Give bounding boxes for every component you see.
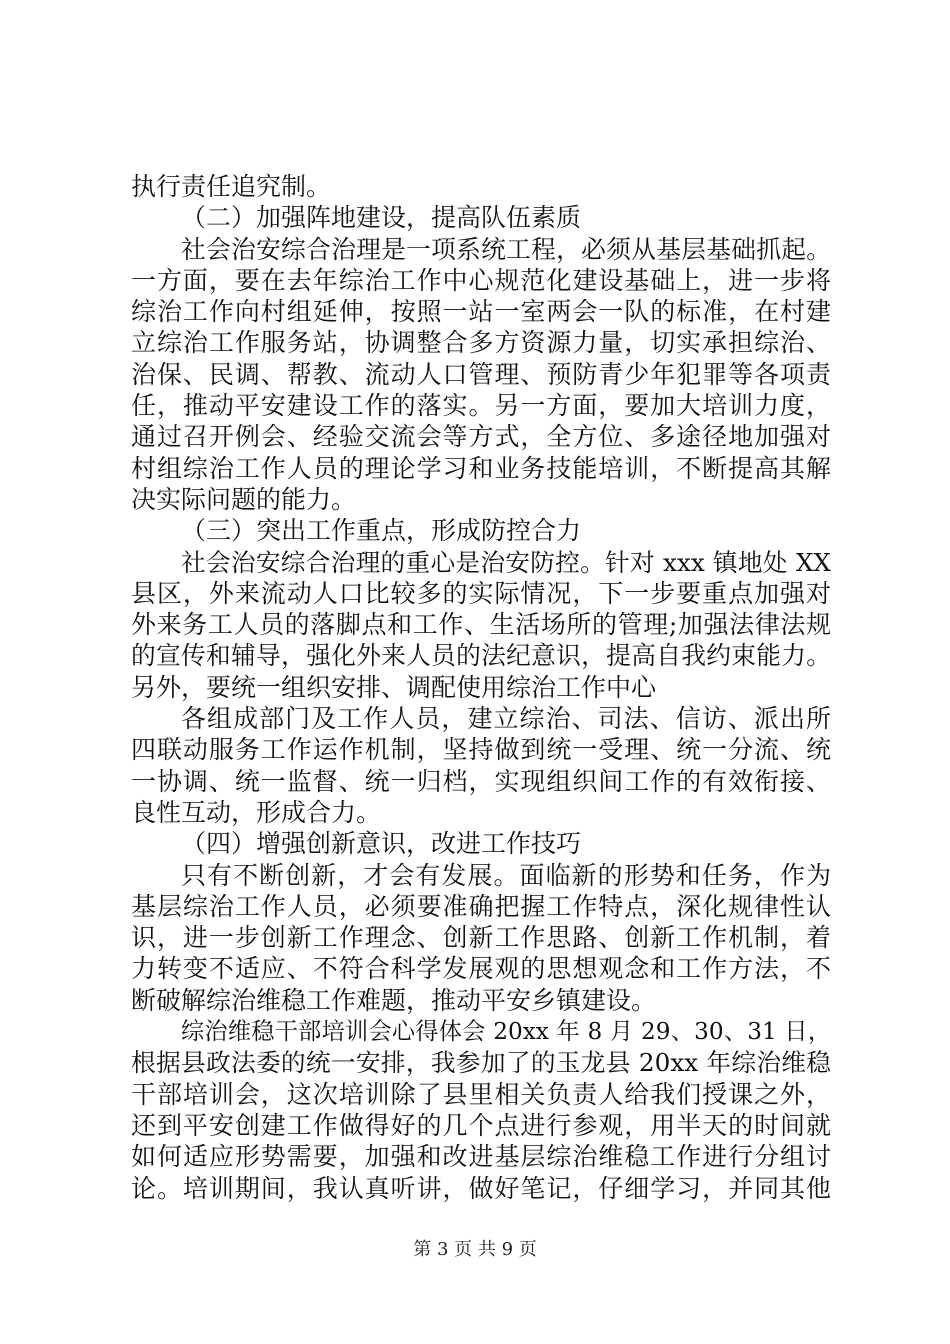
text-line: 论。培训期间，我认真听讲，做好笔记，仔细学习，并同其他 [131,1173,831,1203]
text-line: 断破解综治维稳工作难题，推动平安乡镇建设。 [131,985,657,1015]
text-line: 综治维稳干部培训会心得体会 20xx 年 8 月 29、30、31 日， [181,1018,831,1046]
text-line: 还到平安创建工作做得好的几个点进行参观，用半天的时间就 [131,1110,831,1140]
text-line: 决实际问题的能力。 [131,484,357,514]
document-body [131,171,831,1204]
text-line: 执行责任追究制。 [131,172,332,201]
text-line: 立综治工作服务站，协调整合多方资源力量，切实承担综治、 [131,328,831,358]
text-line: 外来务工人员的落脚点和工作、生活场所的管理;加强法律法规 [131,610,831,640]
text-line: 任，推动平安建设工作的落实。另一方面，要加大培训力度， [131,391,831,421]
text-line: 力转变不适应、不符合科学发展观的思想观念和工作方法，不 [131,954,831,984]
text-line: 良性互动，形成合力。 [131,797,382,827]
text-line: 一协调、统一监督、统一归档，实现组织间工作的有效衔接、 [131,766,831,796]
text-line: 社会治安综合治理是一项系统工程，必须从基层基础抓起。 [181,234,831,264]
text-line: 县区，外来流动人口比较多的实际情况，下一步要重点加强对 [131,578,831,608]
text-line: （三）突出工作重点，形成防控合力 [181,516,582,546]
text-line: 社会治安综合治理的重心是治安防控。针对 xxx 镇地处 XX [181,547,831,577]
text-line: 干部培训会，这次培训除了县里相关负责人给我们授课之外， [131,1079,831,1109]
text-line: 只有不断创新，才会有发展。面临新的形势和任务，作为 [181,860,831,890]
text-line: 一方面，要在去年综治工作中心规范化建设基础上，进一步将 [131,265,831,295]
text-line: 通过召开例会、经验交流会等方式，全方位、多途径地加强对 [131,422,831,452]
text-line: （四）增强创新意识，改进工作技巧 [181,829,582,859]
text-line: 治保、民调、帮教、流动人口管理、预防青少年犯罪等各项责 [131,359,831,389]
text-line: 的宣传和辅导，强化外来人员的法纪意识，提高自我约束能力。 [131,641,831,671]
text-line: 四联动服务工作运作机制，坚持做到统一受理、统一分流、统 [131,735,831,765]
text-line: 综治工作向村组延伸，按照一站一室两会一队的标准，在村建 [131,297,831,327]
text-line: 基层综治工作人员，必须要准确把握工作特点，深化规律性认 [131,891,831,921]
text-line: 各组成部门及工作人员，建立综治、司法、信访、派出所 [181,704,831,734]
text-line: 如何适应形势需要，加强和改进基层综治维稳工作进行分组讨 [131,1142,831,1172]
text-line: 村组综治工作人员的理论学习和业务技能培训，不断提高其解 [131,453,831,483]
text-line: （二）加强阵地建设，提高队伍素质 [181,203,582,233]
text-line: 另外，要统一组织安排、调配使用综治工作中心 [131,672,657,702]
page-footer: 第 3 页 共 9 页 [413,1239,537,1260]
text-line: 根据县政法委的统一安排，我参加了的玉龙县 20xx 年综治维稳 [131,1048,831,1078]
text-line: 识，进一步创新工作理念、创新工作思路、创新工作机制，着 [131,923,831,953]
